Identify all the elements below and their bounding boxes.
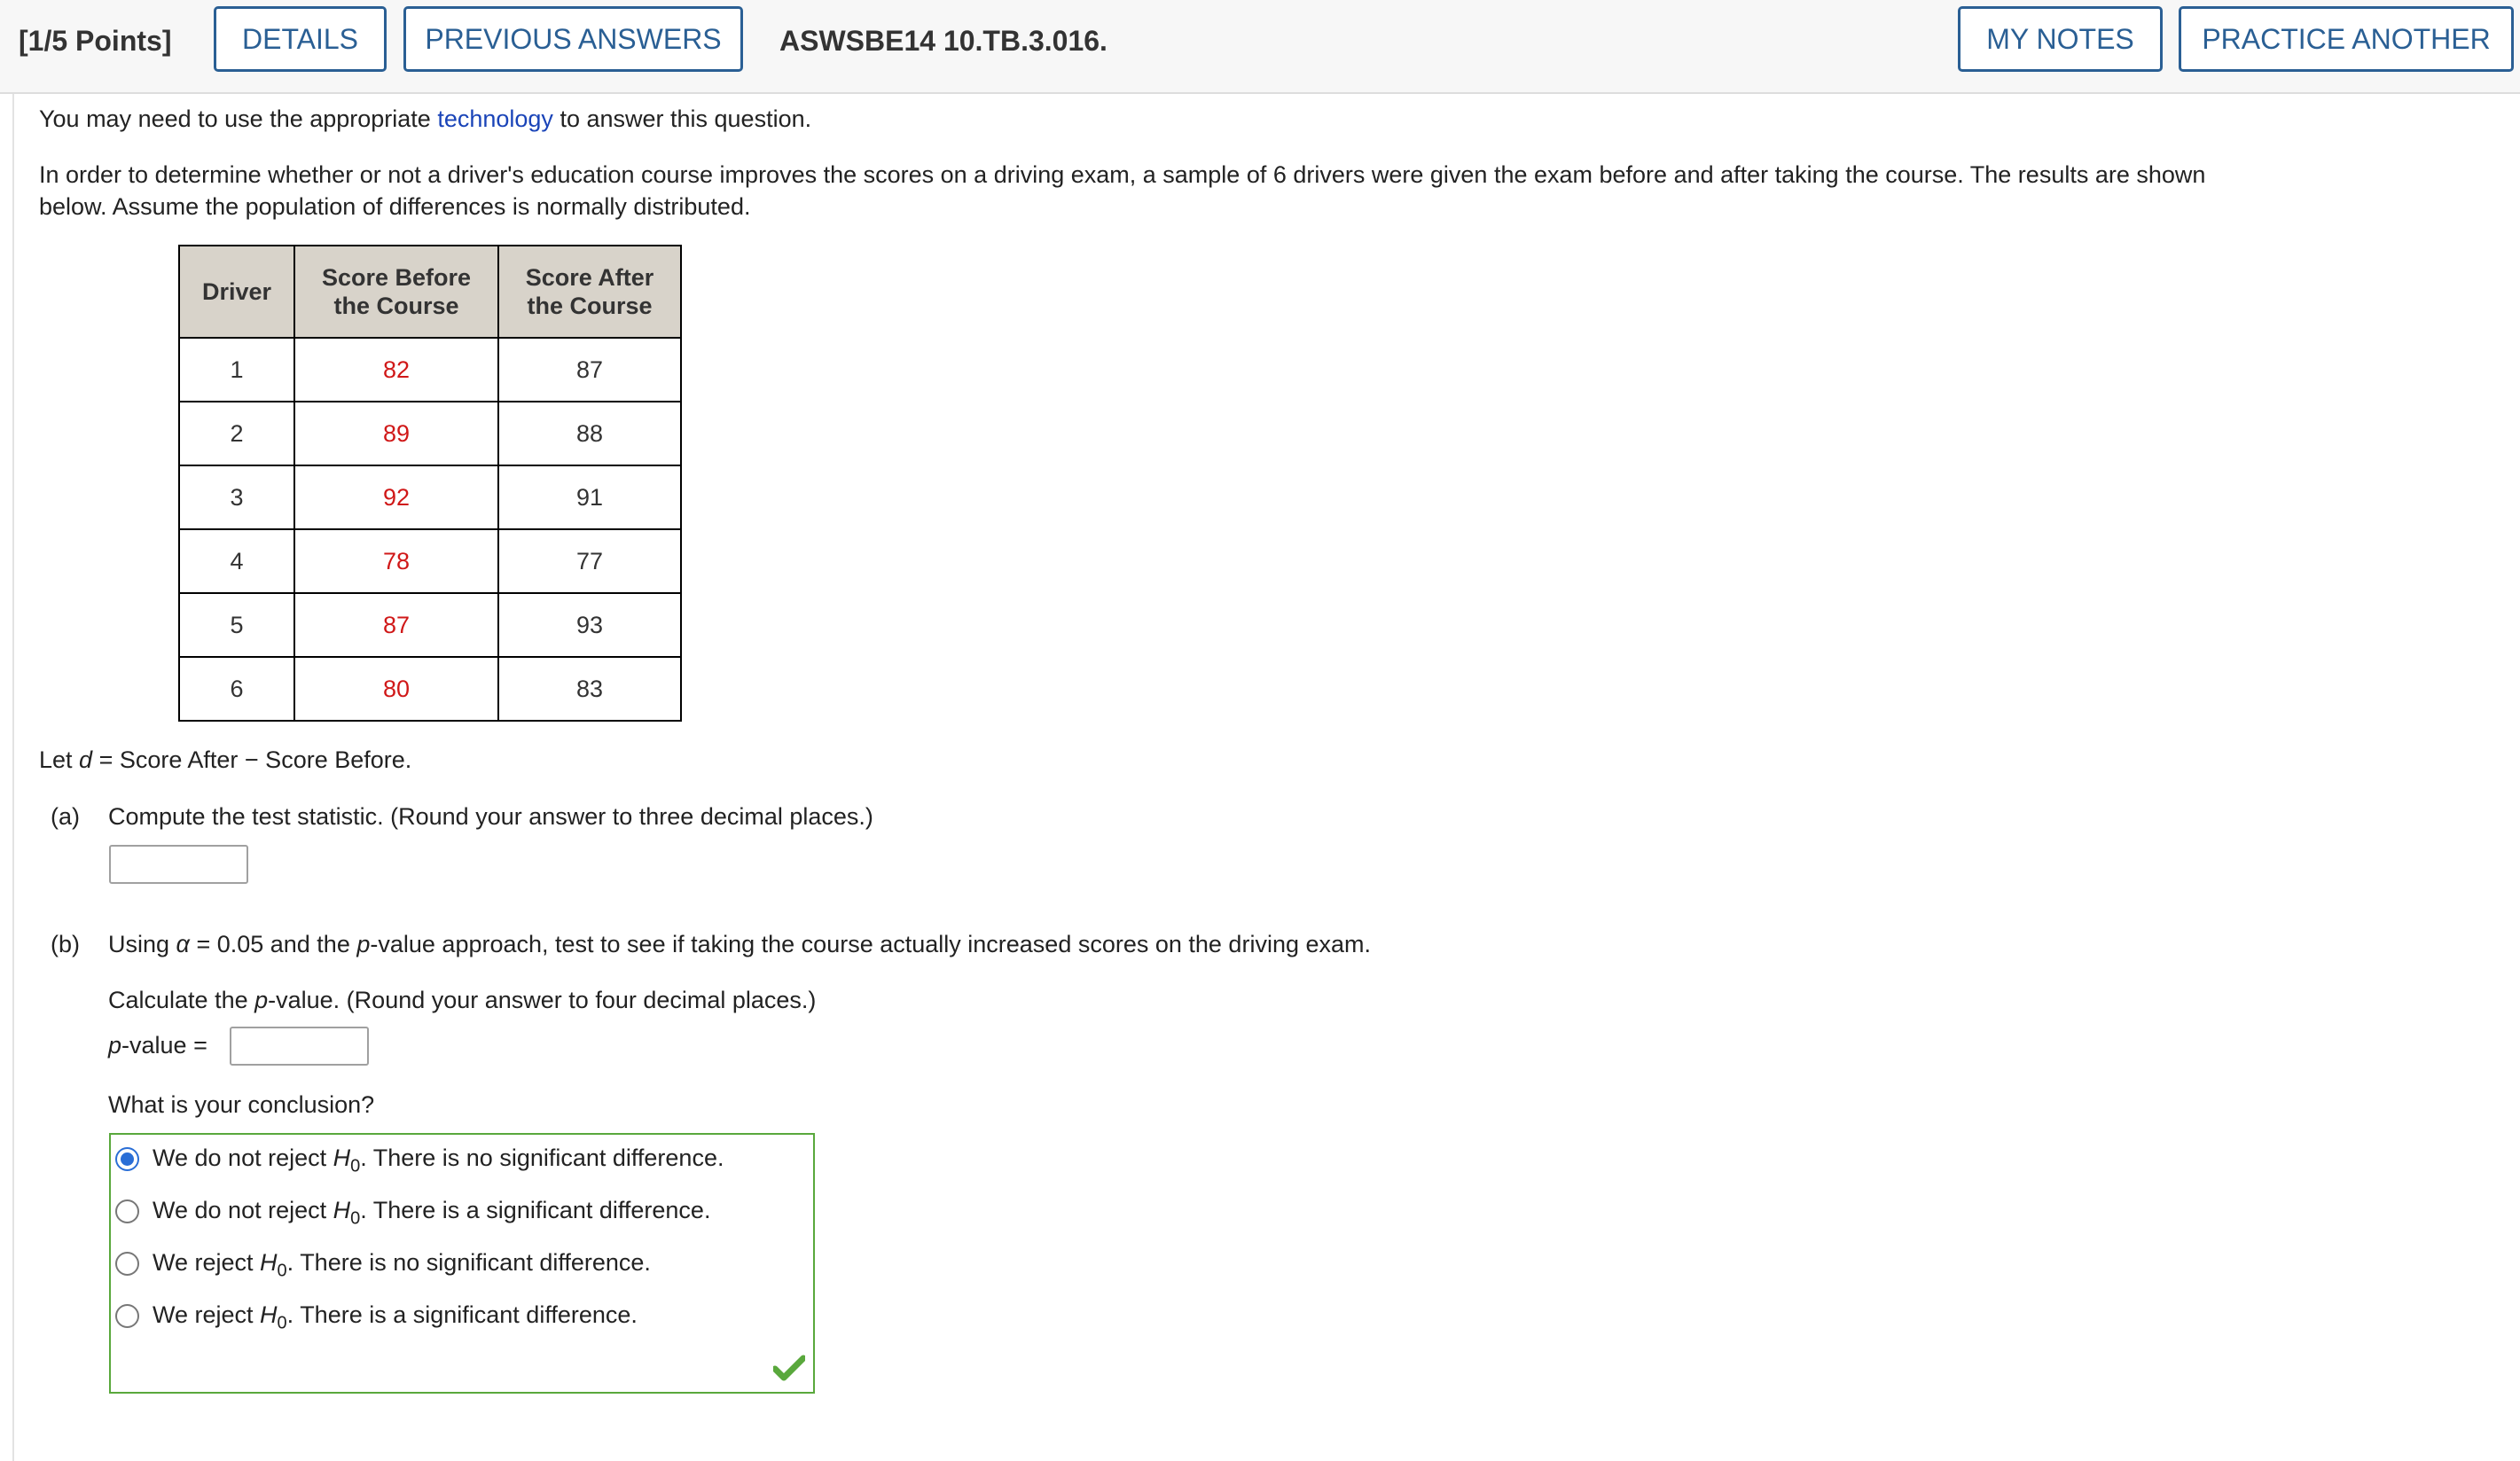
d-variable: d (79, 746, 93, 773)
my-notes-button[interactable]: MY NOTES (1958, 6, 2163, 72)
intro-after-link: to answer this question. (552, 105, 812, 132)
question-id: ASWSBE14 10.TB.3.016. (779, 25, 1107, 57)
table-row (179, 593, 681, 657)
header-driver: Driver (179, 246, 294, 338)
header-score-after: Score After the Course (498, 246, 681, 338)
problem-text-line-2: below. Assume the population of differences is normally distributed. (39, 193, 751, 220)
driver-cell: 2 (179, 402, 294, 465)
intro-before-link: You may need to use the appropriate (39, 105, 438, 132)
score-after-cell: 77 (498, 529, 681, 593)
score-after-cell: 91 (498, 465, 681, 529)
table-row (179, 465, 681, 529)
question-header (0, 0, 2520, 94)
radio-unselected[interactable] (115, 1199, 139, 1223)
choice-label: We reject $H_0$. There is no significant difference. (153, 1249, 651, 1281)
score-before-cell: 78 (294, 529, 498, 593)
content-left-border (12, 94, 14, 1461)
score-after-cell: 88 (498, 402, 681, 465)
part-b-prompt: Using α = 0.05 and the p-value approach, test to see if taking the course actually increased scores on the driving exam. (108, 931, 1371, 957)
points-score: [1/5 Points] (19, 25, 172, 57)
choice-label: We reject $H_0$. There is a significant difference. (153, 1301, 638, 1333)
table-row (179, 402, 681, 465)
table-row (179, 529, 681, 593)
table-row (179, 657, 681, 721)
table-header-row (179, 246, 681, 338)
scores-table (178, 245, 682, 722)
header-score-before: Score Before the Course (294, 246, 498, 338)
conclusion-choices (109, 1133, 815, 1394)
conclusion-question: What is your conclusion? (108, 1091, 375, 1118)
difference-definition: Let d = Score After − Score Before. (39, 746, 412, 773)
part-a-prompt: Compute the test statistic. (Round your answer to three decimal places.) (108, 803, 873, 830)
driver-cell: 4 (179, 529, 294, 593)
driver-cell: 5 (179, 593, 294, 657)
part-a-label: (a) (51, 803, 80, 830)
score-before-cell: 89 (294, 402, 498, 465)
technology-link[interactable]: technology (437, 105, 553, 132)
test-statistic-input[interactable] (109, 845, 248, 884)
driver-cell: 3 (179, 465, 294, 529)
choice-label: We do not reject $H_0$. There is a significant difference. (153, 1197, 711, 1229)
previous-answers-button[interactable]: PREVIOUS ANSWERS (403, 6, 743, 72)
score-after-cell: 87 (498, 338, 681, 402)
part-b-label: (b) (51, 931, 80, 957)
choice-label: We do not reject $H_0$. There is no significant difference. (153, 1145, 724, 1176)
details-button[interactable]: DETAILS (214, 6, 387, 72)
problem-text-line-1: In order to determine whether or not a driver's education course improves the scores on a driving exam, a sample of 6 drivers were given the exam before and after taking the course. The results are shown (39, 161, 2206, 188)
radio-unselected[interactable] (115, 1304, 139, 1328)
score-before-cell: 92 (294, 465, 498, 529)
score-before-cell: 82 (294, 338, 498, 402)
score-before-cell: 87 (294, 593, 498, 657)
pvalue-input[interactable] (230, 1027, 369, 1066)
check-icon (773, 1355, 805, 1381)
radio-unselected[interactable] (115, 1252, 139, 1276)
pvalue-label: p-value = (108, 1032, 207, 1059)
driver-cell: 6 (179, 657, 294, 721)
score-after-cell: 83 (498, 657, 681, 721)
calculate-pvalue-instruction: Calculate the p-value. (Round your answer to four decimal places.) (108, 987, 817, 1013)
score-before-cell: 80 (294, 657, 498, 721)
intro-text (39, 103, 811, 135)
score-after-cell: 93 (498, 593, 681, 657)
table-row (179, 338, 681, 402)
practice-another-button[interactable]: PRACTICE ANOTHER (2179, 6, 2514, 72)
driver-cell: 1 (179, 338, 294, 402)
radio-selected[interactable] (115, 1147, 139, 1171)
